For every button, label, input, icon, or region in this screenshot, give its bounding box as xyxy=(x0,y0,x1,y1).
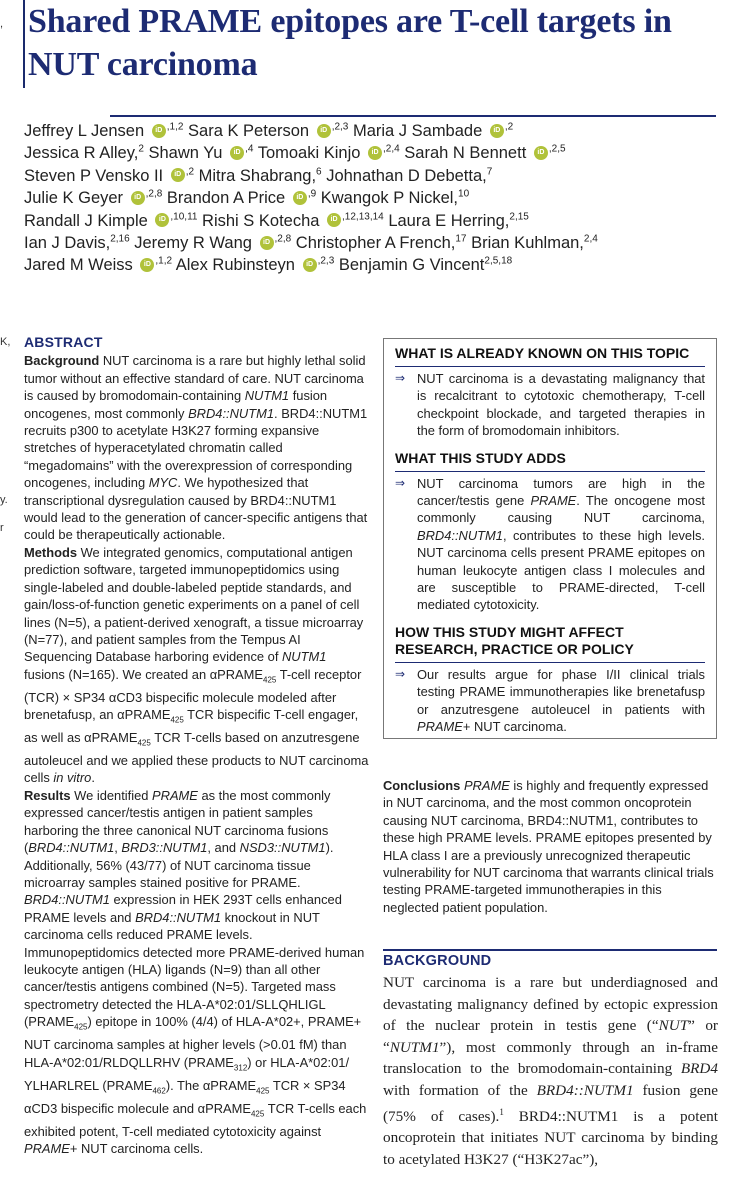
orcid-icon[interactable]: iD xyxy=(327,213,341,227)
orcid-icon[interactable]: iD xyxy=(152,124,166,138)
author-name: Jeffrey L Jensen xyxy=(24,122,149,140)
author-affiliation: ,10,11 xyxy=(170,211,198,223)
abstract-background-text: NUT carcinoma is a rare but highly lethal solid tumor without an effective standard of care. NUT carcinoma is caused by bromodomain-containing NUTM1 fusion oncogenes, most commonly BRD4::NUTM1. BRD4::NUTM1 recruits p300 to acetylate H3K27 forming expansive stretches of hyperacetylated chromatin called “megadomains” with the overexpression of corresponding oncogenes, including MYC. We hypothesized that transcriptional dysregulation caused by BRD4::NUTM1 would lead to the generation of cancer-specific antigens that could be therapeutically actionable. xyxy=(24,353,368,543)
author-name: Laura E Herring, xyxy=(383,211,510,230)
author-name: Sarah N Bennett xyxy=(399,144,531,163)
author-affiliation: ,2,8 xyxy=(274,233,292,245)
author-affiliation: ,2,5 xyxy=(548,143,566,155)
background-heading: BACKGROUND xyxy=(383,953,492,969)
author-name: Steven P Vensko II xyxy=(24,166,168,185)
orcid-icon[interactable]: iD xyxy=(368,146,382,160)
author-name: Kwangok P Nickel, xyxy=(316,189,459,208)
orcid-icon[interactable]: iD xyxy=(534,146,548,160)
author-name: Maria J Sambade xyxy=(348,122,487,140)
double-arrow-icon: ⇒ xyxy=(395,666,406,681)
author-affiliation: 2,5,18 xyxy=(484,255,513,267)
abstract-results xyxy=(24,787,369,1157)
author-line xyxy=(24,187,724,209)
author-name: Ian J Davis, xyxy=(24,234,111,253)
author-name: Brandon A Price xyxy=(162,189,290,208)
orcid-icon[interactable]: iD xyxy=(230,146,244,160)
author-line xyxy=(24,120,724,142)
author-affiliation: 2 xyxy=(138,143,144,155)
double-arrow-icon: ⇒ xyxy=(395,371,406,385)
author-line xyxy=(24,254,724,276)
author-affiliation: ,9 xyxy=(307,188,317,200)
author-affiliation: ,2,3 xyxy=(317,255,335,267)
author-list xyxy=(24,120,724,277)
abstract-results-label: Results xyxy=(24,787,71,803)
author-name: Rishi S Kotecha xyxy=(197,211,325,230)
author-affiliation: ,2 xyxy=(504,121,514,133)
orcid-icon[interactable]: iD xyxy=(317,124,331,138)
author-name: Randall J Kimple xyxy=(24,211,153,230)
author-affiliation: 2,4 xyxy=(583,233,598,245)
author-name: Johnathan D Debetta, xyxy=(321,166,487,185)
margin-fragment: , xyxy=(0,18,4,30)
conclusions-label: Conclusions xyxy=(383,778,461,793)
title-side-rule xyxy=(23,0,25,88)
author-affiliation: 10 xyxy=(458,188,470,200)
author-name: Mitra Shabrang, xyxy=(194,166,317,185)
author-affiliation: ,2,8 xyxy=(145,188,163,200)
article-title: Shared PRAME epitopes are T-cell targets in NUT carcinoma xyxy=(28,3,672,83)
author-name: Sara K Peterson xyxy=(183,122,314,140)
author-line xyxy=(24,165,724,187)
orcid-icon[interactable]: iD xyxy=(171,168,185,182)
orcid-icon[interactable]: iD xyxy=(140,258,154,272)
author-affiliation: 17 xyxy=(455,233,467,245)
author-name: Brian Kuhlman, xyxy=(466,234,584,253)
author-affiliation: 7 xyxy=(486,166,493,178)
box-section-impact xyxy=(395,624,705,736)
box-heading-impact: HOW THIS STUDY MIGHT AFFECT RESEARCH, PRACTICE OR POLICY xyxy=(395,623,634,657)
author-name: Jeremy R Wang xyxy=(129,234,257,253)
author-name: Julie K Geyer xyxy=(24,189,128,208)
orcid-icon[interactable]: iD xyxy=(155,213,169,227)
author-line xyxy=(24,142,724,164)
author-affiliation: ,12,13,14 xyxy=(342,211,384,223)
margin-fragment: r xyxy=(0,522,4,534)
margin-fragment: y. xyxy=(0,494,8,506)
margin-fragment: K, xyxy=(0,336,11,348)
author-affiliation: 6 xyxy=(316,166,322,178)
box-section-known xyxy=(395,345,705,440)
author-affiliation: ,4 xyxy=(245,143,254,155)
orcid-icon[interactable]: iD xyxy=(490,124,504,138)
abstract-background-label: Background xyxy=(24,353,100,369)
background-text: NUT carcinoma is a rare but underdiagnosed and devastating malignancy defined by ectopic expression of the nuclear protein in testis gene (“NUT” or “NUTM1”), most commonly through an in-frame translocation to the bromodomain-containing BRD4 with formation of the BRD4::NUTM1 fusion gene (75% of cases).$^1$ BRD4::NUTM1 is a potent oncoprotein that initiates NUT carcinoma by binding to acetylated H3K27 (“H3K27ac”), xyxy=(383,974,718,1168)
conclusions-text: PRAME is highly and frequently expressed in NUT carcinoma, and the most common oncoprotein causing NUT carcinoma, BRD4::NUTM1, contributes to these high PRAME levels. PRAME epitopes presented by HLA class I are a previously unrecognized therapeutic vulnerability for NUT carcinoma that warrants clinical trials testing PRAME-targeted immunotherapies in this neglected patient population. xyxy=(383,778,714,915)
box-bullet xyxy=(395,366,705,440)
author-name: Tomoaki Kinjo xyxy=(253,144,366,163)
author-affiliation: ,2,3 xyxy=(331,121,349,133)
author-line xyxy=(24,232,724,254)
orcid-icon[interactable]: iD xyxy=(260,236,274,250)
author-affiliation: ,2 xyxy=(185,166,195,178)
abstract xyxy=(24,334,369,1157)
box-heading-known: WHAT IS ALREADY KNOWN ON THIS TOPIC xyxy=(395,345,690,361)
box-bullet-text: NUT carcinoma is a devastating malignancy that is recalcitrant to cytotoxic chemotherapy, T-cell checkpoint blockade, and targeted therapies in the form of bromodomain inhibitors. xyxy=(417,371,705,439)
abstract-methods-label: Methods xyxy=(24,544,77,560)
author-affiliation: 2,15 xyxy=(509,211,529,223)
abstract-background xyxy=(24,352,369,543)
author-line xyxy=(24,210,724,232)
abstract-methods xyxy=(24,544,369,787)
abstract-heading: ABSTRACT xyxy=(24,334,103,350)
abstract-methods-text: We integrated genomics, computational antigen prediction software, targeted immunopeptidomics using single-labeled and double-labeled peptide standards, and gain/loss-of-function genetic experiments on a panel of cell lines (N=5), a patient-derived xenograft, a tissue microarray (N=77), and patient samples from the Tempus AI Sequencing Database harboring evidence of NUTM1 fusions (N=165). We created an αPRAME$_{425}$ T-cell receptor (TCR) × SP34 αCD3 bispecific molecule modeled after brenetafusp, an αPRAME$_{425}$ TCR bispecific T-cell engager, as well as αPRAME$_{425}$ TCR T-cells based on anzutresgene autoleucel and we applied these products to NUT carcinoma cells in vitro. xyxy=(24,544,369,786)
author-name: Jared M Weiss xyxy=(24,256,138,275)
key-messages-box xyxy=(383,338,717,739)
double-arrow-icon: ⇒ xyxy=(395,475,406,490)
abstract-conclusions xyxy=(383,777,719,916)
title-divider xyxy=(110,115,716,117)
author-name: Alex Rubinsteyn xyxy=(172,256,300,275)
box-heading-adds: WHAT THIS STUDY ADDS xyxy=(395,449,566,466)
abstract-results-text: We identified PRAME as the most commonly expressed cancer/testis antigen in patient samples harboring the three canonical NUT carcinoma fusions (BRD4::NUTM1, BRD3::NUTM1, and NSD3::NUTM1). Additionally, 56% (43/77) of NUT carcinoma tissue microarray samples stained positive for PRAME. BRD4::NUTM1 expression in HEK 293T cells enhanced PRAME levels and BRD4::NUTM1 knockout in NUT carcinoma cells reduced PRAME levels. Immunopeptidomics detected more PRAME-derived human leukocyte antigen (HLA) ligands (N=9) than all other cancer/testis antigens combined (N=5). Targeted mass spectrometry detected the HLA-A*02:01/SLLQHLIGL $(PRAME_{425})$ epitope in 100% (4/4) of HLA-A*02+, PRAME+ NUT carcinoma samples at higher levels (>0.01 fM) than HLA-A*02:01/RLDQLLRHV $(PRAME_{312})$ or HLA-A*02:01/ YLHARLREL $(PRAME_{462})$. The αPRAME$_{425}$ TCR × SP34 αCD3 bispecific molecule and αPRAME$_{425}$ TCR T-cells each exhibited potent, T-cell mediated cytotoxicity against PRAME+ NUT carcinoma cells. xyxy=(24,787,367,1156)
author-name: Shawn Yu xyxy=(143,144,228,163)
author-name: Jessica R Alley, xyxy=(24,144,139,163)
orcid-icon[interactable]: iD xyxy=(131,191,145,205)
orcid-icon[interactable]: iD xyxy=(293,191,307,205)
author-name: Benjamin G Vincent xyxy=(334,256,485,275)
box-bullet-text: NUT carcinoma tumors are high in the cancer/testis gene PRAME. The oncogene most commonly causing NUT carcinoma, BRD4::NUTM1, contributes to these high levels. NUT carcinoma cells present PRAME epitopes on human leukocyte antigen class I molecules and are susceptible to PRAME-directed, T-cell mediated cytotoxicity. xyxy=(417,475,705,613)
author-name: Christopher A French, xyxy=(291,234,456,253)
background-divider xyxy=(383,949,717,951)
author-affiliation: 2,16 xyxy=(110,233,130,245)
box-section-adds xyxy=(395,450,705,614)
box-bullet xyxy=(395,662,705,736)
author-affiliation: ,1,2 xyxy=(155,255,173,267)
author-affiliation: ,2,4 xyxy=(383,143,400,155)
author-affiliation: ,1,2 xyxy=(166,121,184,133)
box-bullet xyxy=(395,471,705,614)
orcid-icon[interactable]: iD xyxy=(303,258,317,272)
box-bullet-text: Our results argue for phase I/II clinical trials testing PRAME immunotherapies like brenetafusp or anzutresgene autoleucel in patients with PRAME+ NUT carcinoma. xyxy=(417,666,705,735)
